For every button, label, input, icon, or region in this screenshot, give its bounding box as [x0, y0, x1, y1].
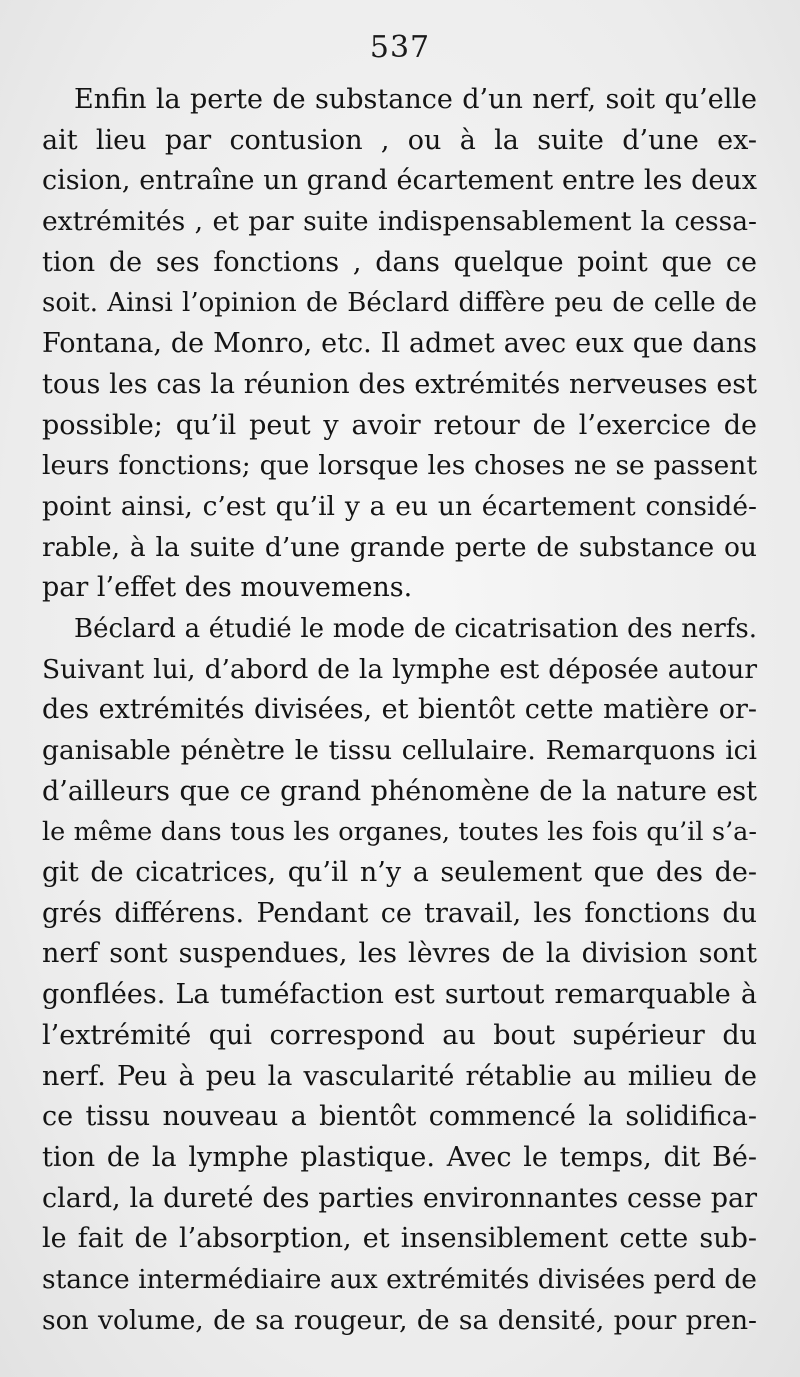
text-line: Suivant lui, d’abord de la lymphe est déposée autour	[42, 653, 757, 685]
text-line: ait lieu par contusion , ou à la suite d’une ex-	[42, 124, 757, 156]
text-line: nerf sont suspendues, les lèvres de la division sont	[42, 938, 757, 970]
text-line: nerf. Peu à peu la vascularité rétablie au milieu de	[42, 1060, 757, 1092]
text-line: tion de ses fonctions , dans quelque point que ce	[42, 246, 757, 278]
text-line: ganisable pénètre le tissu cellulaire. Remarquons ici	[42, 735, 757, 766]
text-line: par l’effet des mouvemens.	[42, 572, 413, 604]
text-line: tous les cas la réunion des extrémités nerveuses est	[42, 368, 757, 400]
text-line: Fontana, de Monro, etc. Il admet avec eux que dans	[42, 328, 757, 360]
text-line: gonflées. La tuméfaction est surtout remarquable à	[42, 979, 757, 1011]
text-line: grés différens. Pendant ce travail, les fonctions du	[42, 897, 757, 929]
text-line: l’extrémité qui correspond au bout supérieur du	[42, 1019, 757, 1051]
text-line: git de cicatrices, qu’il n’y a seulement que des de-	[42, 857, 757, 889]
text-line: ce tissu nouveau a bientôt commencé la solidifica-	[42, 1101, 757, 1133]
text-line: d’ailleurs que ce grand phénomène de la nature est	[42, 775, 757, 807]
text-line: point ainsi, c’est qu’il y a eu un écartement considé-	[42, 490, 757, 522]
text-line: rable, à la suite d’une grande perte de substance ou	[42, 531, 757, 563]
text-line: extrémités , et par suite indispensablement la cessa-	[42, 206, 757, 238]
text-line: stance intermédiaire aux extrémités divisées perd de	[42, 1263, 757, 1295]
body-text	[42, 80, 757, 1341]
text-line: leurs fonctions; que lorsque les choses ne se passent	[42, 450, 757, 482]
text-line: clard, la dureté des parties environnantes cesse par	[42, 1182, 757, 1214]
text-line: Enfin la perte de substance d’un nerf, soit qu’elle	[74, 84, 757, 115]
text-line: son volume, de sa rougeur, de sa densité, pour pren-	[42, 1304, 757, 1336]
text-line: possible; qu’il peut y avoir retour de l’exercice de	[42, 409, 757, 441]
text-line: des extrémités divisées, et bientôt cette matière or-	[42, 694, 757, 726]
text-line: Béclard a étudié le mode de cicatrisation des nerfs.	[74, 613, 757, 644]
page-number: 537	[369, 30, 431, 65]
text-line: cision, entraîne un grand écartement entre les deux	[42, 165, 757, 197]
text-line: soit. Ainsi l’opinion de Béclard diffère peu de celle de	[42, 288, 757, 319]
text-line: le fait de l’absorption, et insensiblement cette sub-	[42, 1223, 757, 1255]
text-line: le même dans tous les organes, toutes les fois qu’il s’a-	[42, 817, 757, 848]
text-line: tion de la lymphe plastique. Avec le temps, dit Bé-	[42, 1141, 757, 1173]
